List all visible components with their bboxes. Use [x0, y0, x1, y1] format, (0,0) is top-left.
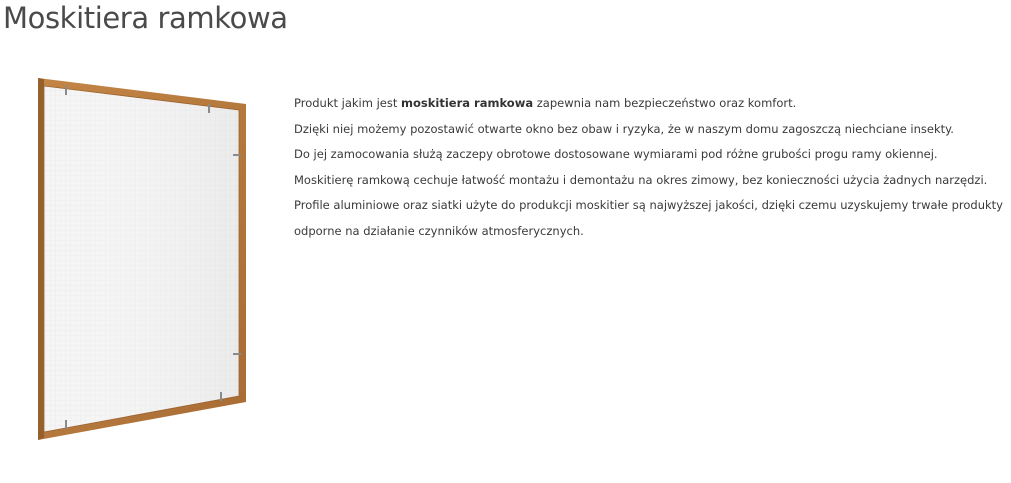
description-line: Moskitierę ramkową cechuje łatwość montażu i demontażu na okres zimowy, bez konieczności użycia żadnych narzędzi.: [294, 172, 988, 187]
description-line: Dzięki niej możemy pozostawić otwarte okno bez obaw i ryzyka, że w naszym domu zagoszczą niechciane insekty.: [294, 121, 954, 136]
product-image: [30, 70, 260, 450]
mounting-clip: [65, 420, 67, 429]
mounting-clip: [233, 154, 241, 156]
page-title: Moskitiera ramkowa: [3, 1, 288, 35]
mounting-clip: [233, 353, 241, 355]
description-line: Produkt jakim jest moskitiera ramkowa zapewnia nam bezpieczeństwo oraz komfort.: [294, 96, 797, 110]
mounting-clip: [220, 392, 222, 401]
mounting-clip: [65, 86, 67, 95]
frame-insect-screen-illustration: [30, 70, 260, 450]
product-name-bold: moskitiera ramkowa: [401, 96, 534, 110]
description-line: odporne na działanie czynników atmosferycznych.: [294, 223, 584, 238]
description-line: Do jej zamocowania służą zaczepy obrotowe dostosowane wymiarami pod różne grubości progu ramy okiennej.: [294, 147, 938, 161]
mounting-clip: [208, 104, 210, 113]
description-line: Profile aluminiowe oraz siatki użyte do produkcji moskitier są najwyższej jakości, dzięki czemu uzyskujemy trwałe produkty: [294, 198, 1003, 212]
product-description: [294, 91, 1009, 244]
